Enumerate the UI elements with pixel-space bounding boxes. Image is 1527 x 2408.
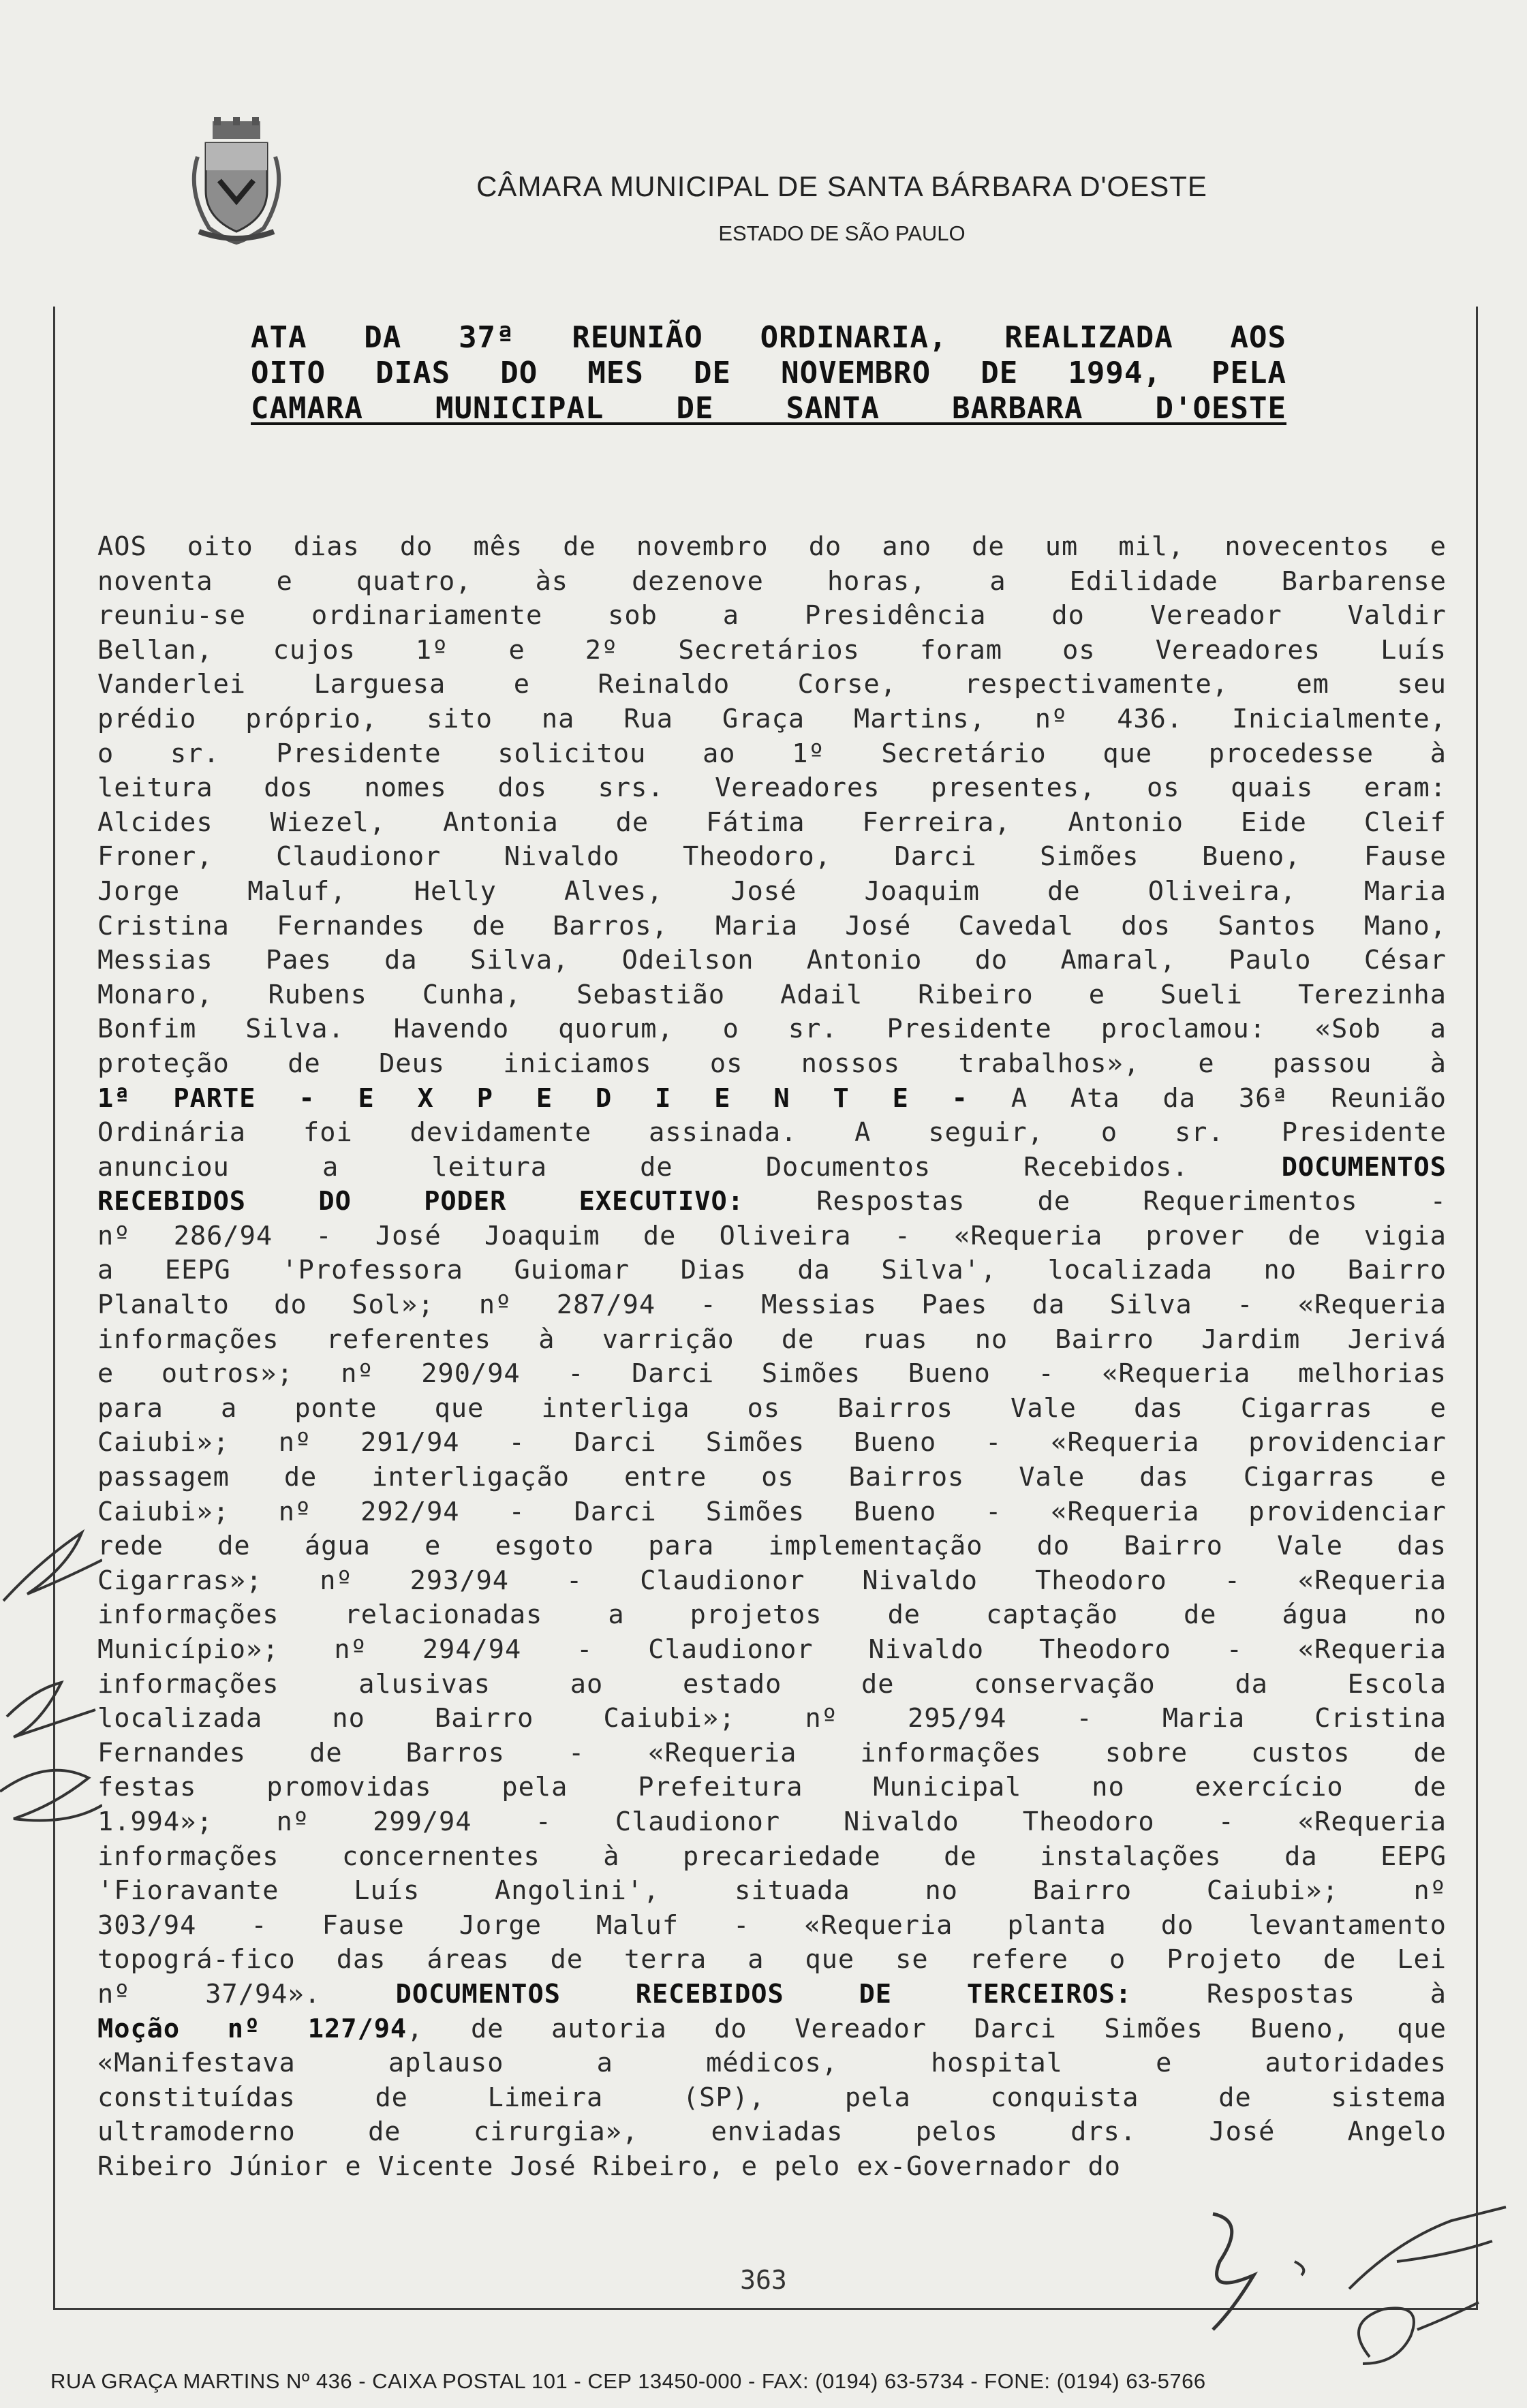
body-line: constituídas de Limeira (SP), pela conquista de sistema xyxy=(97,2082,1447,2113)
body-text: , de autoria do Vereador Darci Simões Bueno, que xyxy=(407,2013,1447,2044)
body-line xyxy=(97,1082,1447,1116)
body-line: Bellan, cujos 1º e 2º Secretários foram os Vereadores Luís xyxy=(97,634,1447,666)
page-number: 363 xyxy=(740,2265,787,2295)
document-title xyxy=(251,320,1286,426)
body-line: Município»; nº 294/94 - Claudionor Nivaldo Theodoro - «Requeria xyxy=(97,1634,1447,1665)
title-line: OITO DIAS DO MES DE NOVEMBRO DE 1994, PELA xyxy=(251,356,1286,390)
body-line: rede de água e esgoto para implementação do Bairro Vale das xyxy=(97,1531,1447,1562)
body-line: 303/94 - Fause Jorge Maluf - «Requeria planta do levantamento xyxy=(97,1909,1447,1941)
body-line: Ordinária foi devidamente assinada. A seguir, o sr. Presidente xyxy=(97,1117,1447,1148)
section-heading: DOCUMENTOS RECEBIDOS DE TERCEIROS: xyxy=(395,1978,1132,2010)
title-line: CAMARA MUNICIPAL DE SANTA BARBARA D'OESTE xyxy=(251,391,1286,426)
body-line: «Manifestava aplauso a médicos, hospital e autoridades xyxy=(97,2048,1447,2079)
body-line: Froner, Claudionor Nivaldo Theodoro, Darci Simões Bueno, Fause xyxy=(97,841,1447,873)
section-heading: RECEBIDOS DO PODER EXECUTIVO: xyxy=(97,1186,744,1217)
body-line: Ribeiro Júnior e Vicente José Ribeiro, e pelo ex-Governador do xyxy=(97,2151,1122,2182)
footer-address: RUA GRAÇA MARTINS Nº 436 - CAIXA POSTAL 101 - CEP 13450-000 - FAX: (0194) 63-5734 - FONE: (0194) 63-5766 xyxy=(50,2369,1206,2393)
body-line: passagem de interligação entre os Bairros Vale das Cigarras e xyxy=(97,1462,1447,1493)
state-name: ESTADO DE SÃO PAULO xyxy=(718,221,966,245)
body-line: localizada no Bairro Caiubi»; nº 295/94 - Maria Cristina xyxy=(97,1703,1447,1734)
body-line: informações concernentes à precariedade de instalações da EEPG xyxy=(97,1841,1447,1872)
body-line: informações referentes à varrição de ruas no Bairro Jardim Jerivá xyxy=(97,1324,1447,1355)
body-line: para a ponte que interliga os Bairros Vale das Cigarras e xyxy=(97,1392,1447,1424)
section-heading: Moção nº 127/94 xyxy=(97,2013,407,2044)
body-line: Alcides Wiezel, Antonia de Fátima Ferreira, Antonio Eide Cleif xyxy=(97,807,1447,838)
left-margin-rule xyxy=(53,307,55,2309)
body-text: Respostas à xyxy=(1132,1978,1447,2010)
right-margin-rule xyxy=(1476,307,1478,2309)
body-line: o sr. Presidente solicitou ao 1º Secretário que procedesse à xyxy=(97,738,1447,769)
margin-signatures-icon xyxy=(0,1519,102,1860)
body-line: proteção de Deus iniciamos os nossos trabalhos», e passou à xyxy=(97,1048,1447,1079)
section-heading: DOCUMENTOS xyxy=(1281,1151,1447,1183)
body-line: Bonfim Silva. Havendo quorum, o sr. Presidente proclamou: «Sob a xyxy=(97,1014,1447,1045)
body-line: Vanderlei Larguesa e Reinaldo Corse, respectivamente, em seu xyxy=(97,669,1447,700)
body-line: noventa e quatro, às dezenove horas, a Edilidade Barbarense xyxy=(97,565,1447,597)
title-line: ATA DA 37ª REUNIÃO ORDINARIA, REALIZADA AOS xyxy=(251,320,1286,355)
body-line xyxy=(97,1977,1447,2012)
body-line: Monaro, Rubens Cunha, Sebastião Adail Ribeiro e Sueli Terezinha xyxy=(97,979,1447,1010)
body-line: prédio próprio, sito na Rua Graça Martins, nº 436. Inicialmente, xyxy=(97,703,1447,734)
chamber-name: CÂMARA MUNICIPAL DE SANTA BÁRBARA D'OESTE xyxy=(476,170,1207,202)
body-line: Caiubi»; nº 292/94 - Darci Simões Bueno - «Requeria providenciar xyxy=(97,1496,1447,1527)
body-line: Fernandes de Barros - «Requeria informações sobre custos de xyxy=(97,1737,1447,1768)
body-line xyxy=(97,1151,1447,1185)
body-line xyxy=(97,1185,1447,1219)
body-line: informações relacionadas a projetos de captação de água no xyxy=(97,1599,1447,1631)
body-text: A Ata da 36ª Reunião xyxy=(968,1082,1447,1114)
body-line: informações alusivas ao estado de conservação da Escola xyxy=(97,1668,1447,1700)
body-line xyxy=(97,2012,1447,2047)
body-line: 'Fioravante Luís Angolini', situada no Bairro Caiubi»; nº xyxy=(97,1875,1447,1907)
body-line: e outros»; nº 290/94 - Darci Simões Bueno - «Requeria melhorias xyxy=(97,1358,1447,1390)
section-heading: 1ª PARTE - E X P E D I E N T E - xyxy=(97,1082,968,1114)
body-text: Respostas de Requerimentos - xyxy=(743,1186,1447,1217)
body-line: Messias Paes da Silva, Odeilson Antonio do Amaral, Paulo César xyxy=(97,945,1447,976)
body-line: Cigarras»; nº 293/94 - Claudionor Nivaldo Theodoro - «Requeria xyxy=(97,1565,1447,1596)
body-line: topográ-fico das áreas de terra a que se refere o Projeto de Lei xyxy=(97,1944,1447,1975)
body-text: anunciou a leitura de Documentos Recebidos. xyxy=(97,1151,1282,1183)
body-line: nº 286/94 - José Joaquim de Oliveira - «Requeria prover de vigia xyxy=(97,1220,1447,1251)
minutes-body xyxy=(97,530,1447,2185)
body-text: nº 37/94». xyxy=(97,1978,396,2010)
body-line: ultramoderno de cirurgia», enviadas pelos drs. José Angelo xyxy=(97,2116,1447,2148)
body-line: reuniu-se ordinariamente sob a Presidência do Vereador Valdir xyxy=(97,600,1447,631)
body-line: Jorge Maluf, Helly Alves, José Joaquim de Oliveira, Maria xyxy=(97,875,1447,907)
body-line: leitura dos nomes dos srs. Vereadores presentes, os quais eram: xyxy=(97,772,1447,804)
body-line: 1.994»; nº 299/94 - Claudionor Nivaldo Theodoro - «Requeria xyxy=(97,1806,1447,1837)
body-line: Caiubi»; nº 291/94 - Darci Simões Bueno - «Requeria providenciar xyxy=(97,1427,1447,1458)
body-line: Cristina Fernandes de Barros, Maria José Cavedal dos Santos Mano, xyxy=(97,910,1447,941)
body-line: festas promovidas pela Prefeitura Municipal no exercício de xyxy=(97,1772,1447,1803)
body-line: a EEPG 'Professora Guiomar Dias da Silva', localizada no Bairro xyxy=(97,1255,1447,1286)
body-line: AOS oito dias do mês de novembro do ano de um mil, novecentos e xyxy=(97,531,1447,562)
body-line: Planalto do Sol»; nº 287/94 - Messias Paes da Silva - «Requeria xyxy=(97,1289,1447,1321)
